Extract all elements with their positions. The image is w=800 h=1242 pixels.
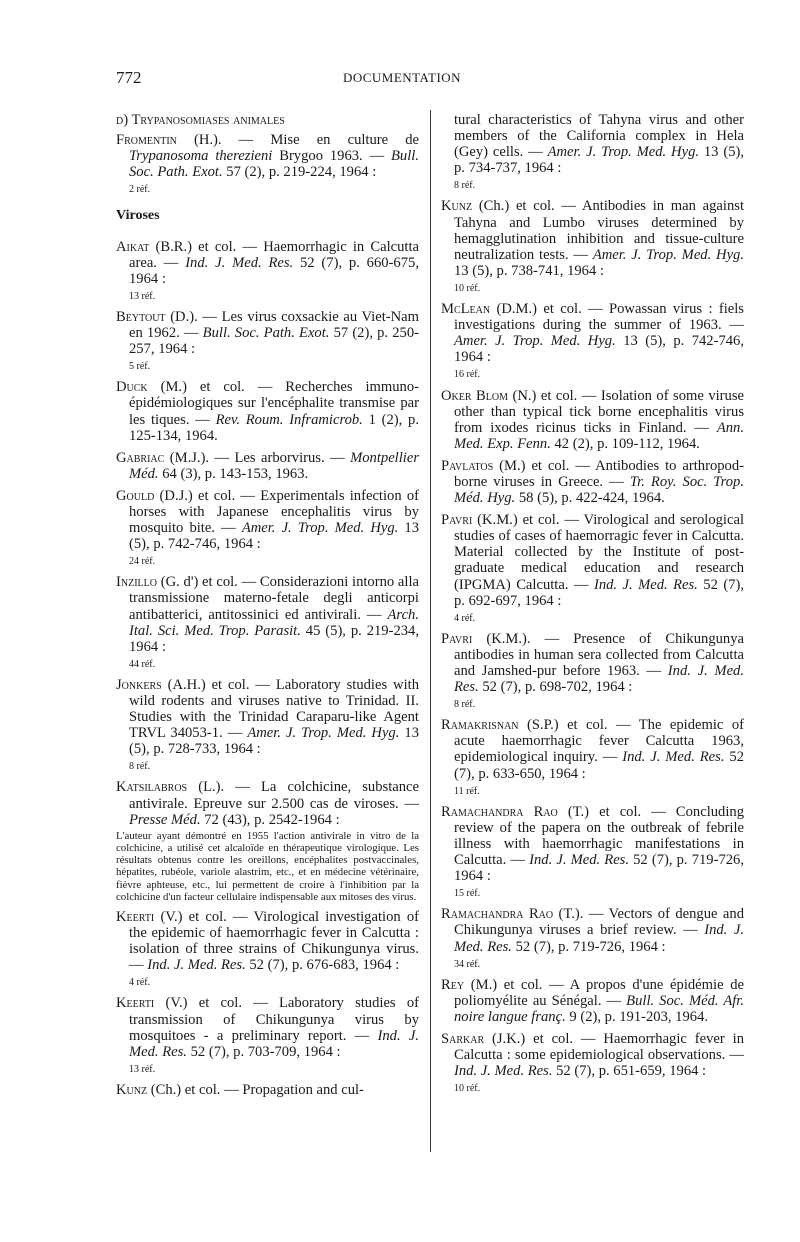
entry-text: (D.M.) et col. — Powassan virus : fiels investigations during the summer of 1963. —: [454, 301, 744, 334]
entry-text: (H.). — Mise en culture de: [176, 132, 419, 149]
entry-pub: 9 (2), p. 191-203, 1964.: [565, 1008, 709, 1025]
entry-author: Ramachandra Rao: [441, 803, 558, 820]
bibliography-entry: [116, 1082, 419, 1098]
entry-text: (N.) et col. — Isolation of some viruse other than typical tick borne encephalitis virus from ixodes ricinus ticks in Finland. —: [454, 387, 744, 436]
entry-pub: 1 (2), p. 125-134, 1964.: [129, 411, 419, 444]
bibliography-entry: [116, 450, 419, 482]
entry-refs: 10 réf.: [454, 282, 481, 294]
entry-refs: 5 réf.: [129, 361, 151, 373]
entry-author: Keerti: [116, 908, 155, 925]
entry-author: Pavlatos: [441, 457, 494, 474]
entry-journal: Ind. J. Med. Res.: [185, 254, 294, 271]
bibliography-entry: [116, 488, 419, 568]
entry-author: Katsilabros: [116, 779, 188, 796]
entry-pub: 52 (7), p. 660-675, 1964 :: [129, 254, 419, 287]
entry-journal: Ind. J. Med. Res.: [454, 663, 744, 696]
right-column: [441, 112, 744, 1101]
bibliography-entry: [441, 512, 744, 625]
entry-author: Sarkar: [441, 1030, 485, 1047]
left-column: [116, 112, 419, 1104]
entry-refs: 8 réf.: [129, 761, 151, 773]
entry-refs: 13 réf.: [129, 1063, 156, 1075]
entry-journal: Ind. J. Med. Res.: [129, 1027, 419, 1060]
entry-author: Gould: [116, 487, 155, 504]
entry-journal: Bull. Soc. Path. Exot.: [129, 148, 419, 181]
entry-pub: 57 (2), p. 250-257, 1964 :: [129, 325, 419, 358]
entry-refs: 15 réf.: [454, 888, 481, 900]
entry-refs: 16 réf.: [454, 369, 481, 381]
entry-text: (M.) et col. — A propos d'une épidémie de poliomyélite au Sénégal. —: [454, 976, 744, 1009]
entry-text: tural characteristics of Tahyna virus and other members of the California complex in Hela (Gey) cells. —: [454, 112, 744, 161]
entry-text: (V.) et col. — Virological investigation of the epidemic of haemorrhagic fever in Calcutta : isolation of three strains of Chikungunya virus. —: [129, 908, 419, 974]
entry-journal: Amer. J. Trop. Med. Hyg.: [454, 333, 616, 350]
entry-text: (Ch.) et col. — Antibodies in man against Tahyna and Lumbo viruses determined by hemagglutination inhibition and tissue-culture neutralization tests. —: [454, 198, 744, 263]
entry-journal: Ind. J. Med. Res.: [147, 957, 246, 974]
page-number: 772: [116, 68, 142, 87]
bibliography-entry: [116, 132, 419, 196]
bibliography-entry: [441, 388, 744, 452]
entry-pub: 52 (7), p. 676-683, 1964 :: [245, 957, 400, 974]
entry-journal: Amer. J. Trop. Med. Hyg.: [547, 144, 700, 161]
entry-author: Fromentin: [116, 132, 177, 149]
entry-author: Jonkers: [116, 676, 162, 693]
entry-journal: Amer. J. Trop. Med. Hyg.: [247, 725, 400, 742]
entry-author: Beytout: [116, 308, 166, 325]
entry-journal: Ind. J. Med. Res.: [529, 852, 630, 869]
bibliography-entry: [441, 1031, 744, 1095]
entry-author: Kunz: [441, 198, 473, 215]
entry-text: (Ch.) et col. — Propagation and cul-: [147, 1081, 364, 1098]
bibliography-entry: [441, 301, 744, 381]
entry-text: (B.R.) et col. — Haemorrhagic in Calcutta area. —: [129, 238, 419, 271]
entry-author: McLean: [441, 301, 491, 318]
entry-pub: 57 (2), p. 219-224, 1964 :: [222, 164, 377, 181]
entry-author: Ramachandra Rao: [441, 906, 554, 923]
entry-author: Pavri: [441, 630, 473, 647]
entry-text: (K.M.). — Presence of Chikungunya antibodies in human sera collected from Calcutta and Jamshed-pur before 1963. —: [454, 630, 744, 679]
entry-author: Aikat: [116, 238, 150, 255]
entry-pub: 52 (7), p. 719-726, 1964 :: [454, 852, 744, 885]
entry-author: Ramakrisnan: [441, 717, 519, 734]
entry-journal: Amer. J. Trop. Med. Hyg.: [241, 520, 399, 537]
entry-refs: 44 réf.: [129, 658, 156, 670]
bibliography-entry: [116, 779, 419, 827]
bibliography-entry: [116, 574, 419, 671]
entry-author: Keerti: [116, 995, 155, 1012]
entry-journal: Ind. J. Med. Res.: [622, 749, 725, 766]
bibliography-entry-continued: [441, 112, 744, 192]
entry-refs: 8 réf.: [454, 699, 476, 711]
entry-text: (A.H.) et col. — Laboratory studies with wild rodents and viruses native to Trinidad. II. Studies with the Trinidad Caraparu-like Agent TRVL 34053-1. —: [129, 676, 419, 742]
page-header: [116, 68, 688, 92]
entry-text: (M.J.). — Les arborvirus. —: [164, 449, 351, 466]
bibliography-entry: [116, 909, 419, 989]
entry-pub: 13 (5), p. 738-741, 1964 :: [454, 262, 604, 279]
bibliography-entry: [441, 458, 744, 506]
column-divider: [430, 110, 431, 1152]
entry-journal: Ind. J. Med. Res.: [454, 922, 744, 955]
entry-journal: Montpellier Méd.: [129, 449, 419, 482]
entry-text: (V.) et col. — Laboratory studies of transmission of Chikungunya virus by mosquitoes - a preliminary report. —: [129, 995, 419, 1044]
entry-pub: 52 (7), p. 651-659, 1964 :: [552, 1063, 707, 1080]
entry-refs: 34 réf.: [454, 958, 481, 970]
entry-author: Duck: [116, 379, 148, 396]
section-heading-viroses: Viroses: [116, 208, 160, 224]
bibliography-entry: [441, 631, 744, 711]
entry-pub: 64 (3), p. 143-153, 1963.: [158, 465, 309, 482]
entry-author: Kunz: [116, 1081, 148, 1098]
entry-text: (L.). — La colchicine, substance antivirale. Epreuve sur 2.500 cas de viroses. —: [129, 779, 419, 812]
entry-text: (S.P.) et col. — The epidemic of acute haemorrhagic fever Calcutta 1963, epidemiological inquiry. —: [454, 717, 744, 766]
entry-text: (D.). — Les virus coxsackie au Viet-Nam en 1962. —: [129, 308, 419, 342]
entry-pub: 72 (43), p. 2542-1964 :: [200, 811, 340, 828]
entry-pub: 13 (5), p. 728-733, 1964 :: [129, 725, 419, 758]
bibliography-entry: [116, 995, 419, 1075]
entry-pub: 52 (7), p. 703-709, 1964 :: [186, 1043, 341, 1060]
entry-refs: 13 réf.: [129, 290, 156, 302]
entry-journal: Bull. Soc. Path. Exot.: [202, 325, 330, 342]
entry-journal: Arch. Ital. Sci. Med. Trop. Parasit.: [129, 606, 419, 639]
entry-pub: 52 (7), p. 698-702, 1964 :: [478, 679, 633, 696]
entry-text: (D.J.) et col. — Experimentals infection of horses with Japanese encephalitis virus by mosquito bite. —: [129, 487, 419, 537]
entry-pub: 13 (5), p. 742-746, 1964 :: [454, 333, 744, 366]
entry-refs: 2 réf.: [129, 184, 151, 196]
entry-pub: 13 (5), p. 734-737, 1964 :: [454, 144, 745, 177]
bibliography-entry: [441, 717, 744, 797]
bibliography-entry: [116, 309, 419, 373]
entry-author: Gabriac: [116, 449, 165, 466]
entry-pub: 52 (7), p. 692-697, 1964 :: [454, 576, 744, 609]
entry-author: Rey: [441, 976, 465, 993]
entry-pub: 52 (7), p. 719-726, 1964 :: [511, 938, 666, 955]
entry-refs: 24 réf.: [129, 556, 156, 568]
entry-text: Brygoo 1963. —: [272, 148, 392, 165]
entry-journal: Bull. Soc. Méd. Afr. noire langue franç.: [454, 992, 744, 1025]
entry-pub: 58 (5), p. 422-424, 1964.: [515, 490, 665, 507]
bibliography-entry: [116, 239, 419, 303]
entry-pub: 52 (7), p. 633-650, 1964 :: [454, 749, 744, 782]
entry-text: (T.). — Vectors of dengue and Chikungunya viruses a brief review. —: [454, 906, 744, 939]
entry-refs: 4 réf.: [454, 612, 476, 624]
entry-author: Oker Blom: [441, 387, 508, 404]
entry-text: (G. d') et col. — Considerazioni intorno alla transmissione materno-fetale degli anticorpi antibatterici, antitossinici ed antivirali. —: [129, 574, 419, 623]
entry-author: Pavri: [441, 512, 473, 529]
entry-journal: Rev. Roum. Inframicrob.: [215, 411, 363, 428]
bibliography-entry: [441, 198, 744, 295]
entry-pub: 45 (5), p. 219-234, 1964 :: [129, 622, 419, 655]
bibliography-entry: [116, 677, 419, 774]
entry-pub: 13 (5), p. 742-746, 1964 :: [129, 520, 419, 553]
entry-pub: 42 (2), p. 109-112, 1964.: [550, 435, 700, 452]
entry-journal: Ind. J. Med. Res.: [454, 1063, 553, 1080]
bibliography-entry: [441, 906, 744, 970]
entry-journal: Presse Méd.: [129, 811, 201, 828]
entry-text: (M.) et col. — Recherches immuno-épidémiologiques sur l'encéphalite transmise par les tiques. —: [129, 379, 419, 428]
entry-journal: Ind. J. Med. Res.: [593, 576, 698, 593]
bibliography-entry: [441, 977, 744, 1025]
section-title-trypanosomiases: d) Trypanosomiases animales: [116, 112, 285, 128]
entry-text: (J.K.) et col. — Haemorrhagic fever in Calcutta : some epidemiological observations. —: [454, 1030, 744, 1064]
entry-abstract: L'auteur ayant démontré en 1955 l'action antivirale in vitro de la colchicine, a utilisé cet alcaloïde en thérapeutique virologique. Les résultats obtenus contre les oreillons, encéphalites postvaccinales, hépatites, rubéole, variole alastrim, etc., et en médecine vétérinaire, fièvre aphteuse, etc., lui permettent de croire à l'inhibition par la colchicine d'un facteur cellulaire indispensable aux mitoses des virus.: [116, 829, 419, 903]
bibliography-entry: [116, 379, 419, 443]
entry-journal: Amer. J. Trop. Med. Hyg.: [592, 246, 744, 263]
entry-refs: 8 réf.: [454, 180, 476, 192]
entry-text: (T.) et col. — Concluding review of the papera on the outbreak of febrile illness with haemorrhagic manifestations in Calcutta. —: [454, 803, 744, 869]
entry-refs: 10 réf.: [454, 1083, 481, 1095]
running-head: DOCUMENTATION: [342, 70, 462, 85]
entry-journal: Ann. Med. Exp. Fenn.: [454, 419, 744, 452]
entry-text: (K.M.) et col. — Virological and serological studies of cases of haemorragic fever in Calcutta. Material collected by the Institute of post-graduate medical education and research (IPGMA) Calcutta. —: [454, 512, 744, 593]
entry-species: Trypanosoma therezieni: [129, 148, 273, 165]
entry-refs: 4 réf.: [129, 977, 151, 989]
bibliography-entry: [441, 804, 744, 901]
entry-text: (M.) et col. — Antibodies to arthropod-borne viruses in Greece. —: [454, 457, 744, 490]
entry-journal: Tr. Roy. Soc. Trop. Méd. Hyg.: [454, 473, 744, 507]
entry-refs: 11 réf.: [454, 785, 480, 797]
entry-author: Inzillo: [116, 574, 157, 591]
